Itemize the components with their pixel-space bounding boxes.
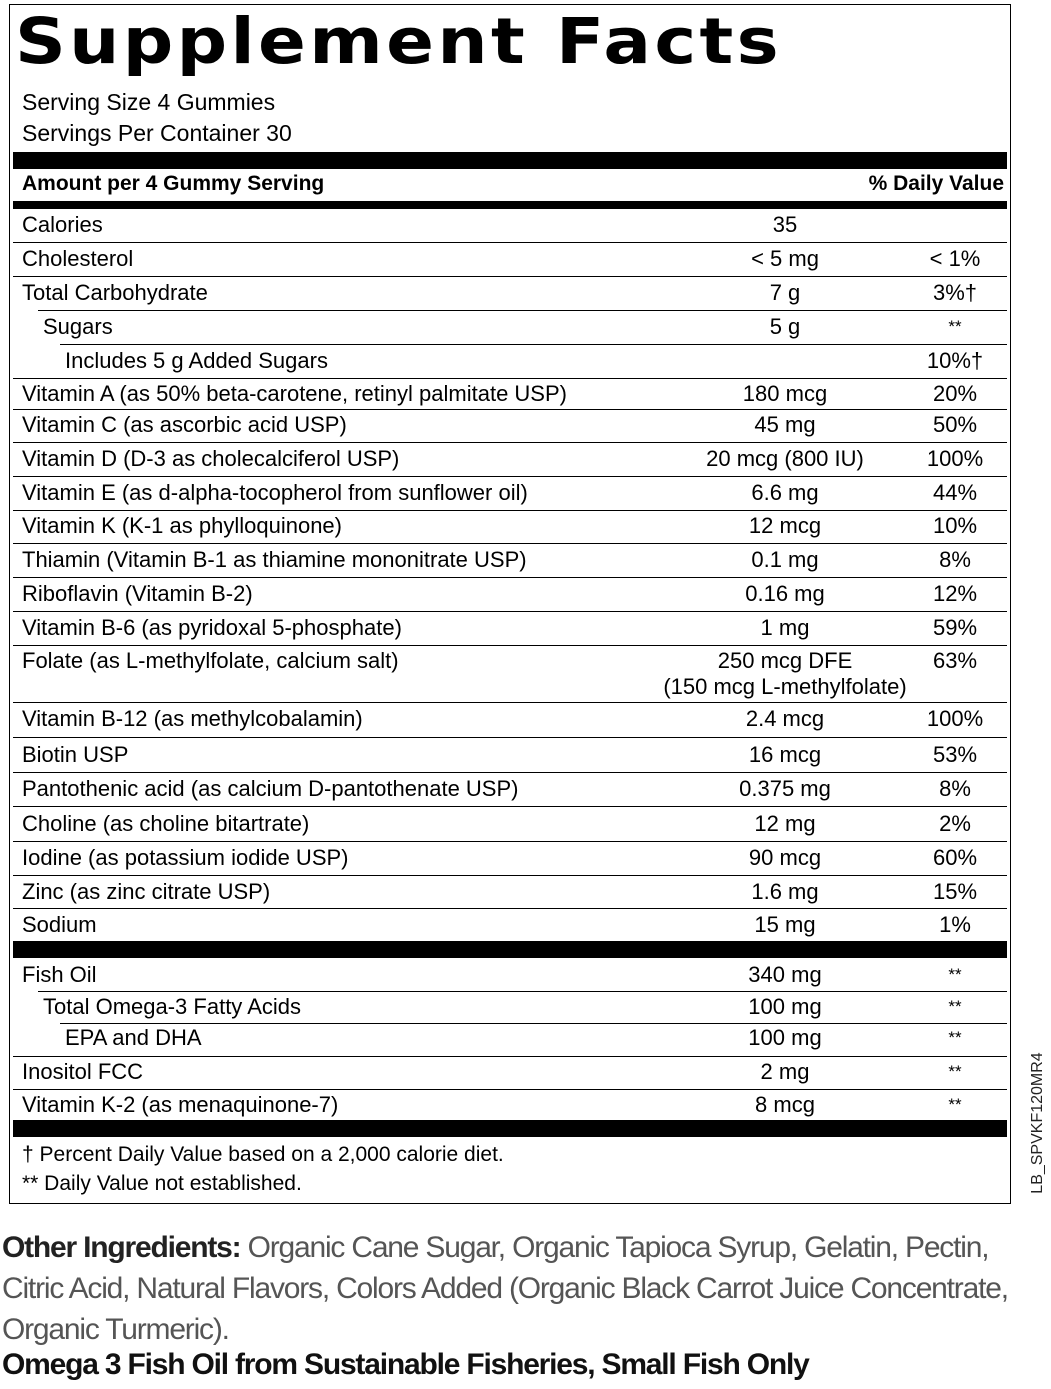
row-divider — [13, 908, 1007, 909]
nutrient-dv: ** — [948, 997, 962, 1016]
nutrient-dv: < 1% — [929, 246, 981, 271]
label-code — [1028, 1040, 1048, 1205]
nutrient-name: Vitamin B-12 (as methylcobalamin) — [22, 706, 363, 731]
row-divider — [13, 276, 1007, 277]
nutrient-amount: 6.6 mg — [751, 480, 819, 505]
nutrient-name: Vitamin D (D-3 as cholecalciferol USP) — [22, 446, 400, 471]
row-divider — [13, 737, 1007, 738]
nutrient-amount: 180 mcg — [742, 381, 828, 406]
row-divider — [13, 242, 1007, 243]
row-divider — [13, 702, 1007, 703]
row-divider — [13, 378, 1007, 379]
nutrient-amount: 15 mg — [754, 912, 816, 937]
nutrient-amount: 16 mcg — [748, 742, 822, 767]
amount-header: Amount per 4 Gummy Serving — [22, 172, 325, 195]
nutrient-dv: 15% — [932, 879, 978, 904]
nutrient-name: Vitamin C (as ascorbic acid USP) — [22, 412, 347, 437]
fish-oil-statement: Omega 3 Fish Oil from Sustainable Fisheries, Small Fish Only — [2, 1348, 809, 1381]
nutrient-name: Fish Oil — [22, 962, 97, 987]
nutrient-name: Total Carbohydrate — [22, 280, 208, 305]
column-header — [22, 172, 1004, 196]
nutrient-name: Pantothenic acid (as calcium D-pantothenate USP) — [22, 776, 519, 801]
nutrient-amount: 45 mg — [754, 412, 816, 437]
nutrient-name: EPA and DHA — [65, 1025, 202, 1050]
nutrient-dv: 8% — [939, 547, 971, 572]
nutrient-dv: ** — [948, 1062, 962, 1081]
nutrient-name: Biotin USP — [22, 742, 129, 767]
nutrient-name: Sodium — [22, 912, 97, 937]
nutrient-amount: 2.4 mcg — [745, 706, 825, 731]
other-ingredients-label: Other Ingredients: — [2, 1231, 241, 1264]
nutrient-amount: 0.375 mg — [739, 776, 831, 801]
nutrient-name: Calories — [22, 212, 103, 237]
row-divider — [13, 772, 1007, 773]
nutrient-dv: 63% — [932, 648, 978, 673]
row-divider — [13, 841, 1007, 842]
nutrient-amount-detail: (150 mcg L-methylfolate) — [663, 674, 907, 699]
nutrient-amount: 340 mg — [748, 962, 822, 987]
nutrient-amount: 2 mg — [760, 1059, 810, 1084]
nutrient-name: Vitamin E (as d-alpha-tocopherol from sunflower oil) — [22, 480, 528, 505]
nutrient-amount: 35 — [772, 212, 798, 237]
nutrient-dv: ** — [948, 965, 962, 984]
nutrient-dv: 50% — [932, 412, 978, 437]
nutrient-name: Vitamin K (K-1 as phylloquinone) — [22, 513, 342, 538]
nutrient-amount: 0.16 mg — [745, 581, 825, 606]
nutrient-amount: 12 mcg — [748, 513, 822, 538]
nutrient-name: Includes 5 g Added Sugars — [65, 348, 328, 373]
nutrient-amount: 0.1 mg — [751, 547, 819, 572]
nutrient-name: Vitamin K-2 (as menaquinone-7) — [22, 1092, 339, 1117]
row-divider — [13, 409, 1007, 410]
nutrient-name: Inositol FCC — [22, 1059, 144, 1084]
panel-title: Supplement Facts — [15, 5, 783, 78]
row-divider — [13, 645, 1007, 646]
row-divider — [13, 510, 1007, 511]
serving-size: Serving Size 4 Gummies — [22, 89, 276, 115]
nutrient-dv: 44% — [932, 480, 978, 505]
nutrient-name: Vitamin A (as 50% beta-carotene, retinyl palmitate USP) — [22, 381, 567, 406]
nutrient-amount: 1.6 mg — [751, 879, 819, 904]
label-code-text: LB_SPVKF120MR4 — [1029, 1051, 1046, 1194]
nutrient-name: Iodine (as potassium iodide USP) — [22, 845, 349, 870]
row-divider — [13, 476, 1007, 477]
row-divider — [13, 1056, 1007, 1057]
medium-divider — [13, 201, 1007, 209]
nutrient-amount: 20 mcg (800 IU) — [706, 446, 864, 471]
footnote-daily-value: † Percent Daily Value based on a 2,000 calorie diet. — [22, 1143, 504, 1166]
nutrient-amount: 250 mcg DFE — [717, 648, 853, 673]
nutrient-amount: 100 mg — [748, 994, 822, 1019]
nutrient-dv: 8% — [939, 776, 971, 801]
nutrient-amount: 1 mg — [760, 615, 810, 640]
nutrient-name: Cholesterol — [22, 246, 134, 271]
nutrient-name: Thiamin (Vitamin B-1 as thiamine mononitrate USP) — [22, 547, 527, 572]
nutrient-amount: 90 mcg — [748, 845, 822, 870]
row-divider — [60, 1023, 1007, 1024]
nutrient-dv: 10%† — [926, 348, 984, 373]
nutrient-dv: 12% — [932, 581, 978, 606]
nutrient-dv: 10% — [932, 513, 978, 538]
nutrient-dv: ** — [948, 317, 962, 336]
row-divider — [13, 1089, 1007, 1090]
row-divider — [13, 806, 1007, 807]
nutrient-dv: ** — [948, 1028, 962, 1047]
nutrient-dv: 1% — [939, 912, 971, 937]
thick-divider — [13, 152, 1007, 169]
thick-divider — [13, 941, 1007, 958]
servings-per-container: Servings Per Container 30 — [22, 120, 292, 146]
nutrient-name: Folate (as L-methylfolate, calcium salt) — [22, 648, 399, 673]
row-divider — [13, 543, 1007, 544]
nutrient-dv: 100% — [926, 446, 984, 471]
nutrient-amount: 12 mg — [754, 811, 816, 836]
row-divider — [13, 875, 1007, 876]
row-divider — [38, 310, 1007, 311]
nutrient-name: Total Omega-3 Fatty Acids — [43, 994, 301, 1019]
nutrient-dv: 59% — [932, 615, 978, 640]
row-divider — [38, 991, 1007, 992]
nutrient-name: Sugars — [43, 314, 113, 339]
nutrient-dv: 60% — [932, 845, 978, 870]
thick-divider — [13, 1120, 1007, 1137]
nutrient-amount: 100 mg — [748, 1025, 822, 1050]
supplement-facts-panel — [9, 4, 1011, 1204]
nutrient-dv: 20% — [932, 381, 978, 406]
nutrient-amount: < 5 mg — [751, 246, 819, 271]
nutrient-dv: 3%† — [932, 280, 978, 305]
nutrient-dv: 2% — [939, 811, 971, 836]
nutrient-amount: 8 mcg — [755, 1092, 815, 1117]
nutrient-name: Zinc (as zinc citrate USP) — [22, 879, 271, 904]
nutrient-amount: 7 g — [769, 280, 801, 305]
other-ingredients — [2, 1227, 1042, 1350]
footnote-not-established: ** Daily Value not established. — [22, 1172, 302, 1195]
nutrient-name: Vitamin B-6 (as pyridoxal 5-phosphate) — [22, 615, 402, 640]
nutrient-name: Riboflavin (Vitamin B-2) — [22, 581, 253, 606]
row-divider — [13, 611, 1007, 612]
nutrient-amount: 5 g — [769, 314, 801, 339]
row-divider — [60, 344, 1007, 345]
nutrient-dv: ** — [948, 1095, 962, 1114]
nutrient-dv: 100% — [926, 706, 984, 731]
daily-value-header: % Daily Value — [868, 172, 1004, 195]
row-divider — [13, 442, 1007, 443]
nutrient-dv: 53% — [932, 742, 978, 767]
row-divider — [13, 577, 1007, 578]
other-ingredients-text: Organic Cane Sugar, Organic Tapioca Syrup, Gelatin, Pectin, Citric Acid, Natural Flavors, Colors Added (Organic Black Carrot Juice Concentrate, Organic Turmeric). — [2, 1231, 1008, 1346]
nutrient-name: Choline (as choline bitartrate) — [22, 811, 310, 836]
